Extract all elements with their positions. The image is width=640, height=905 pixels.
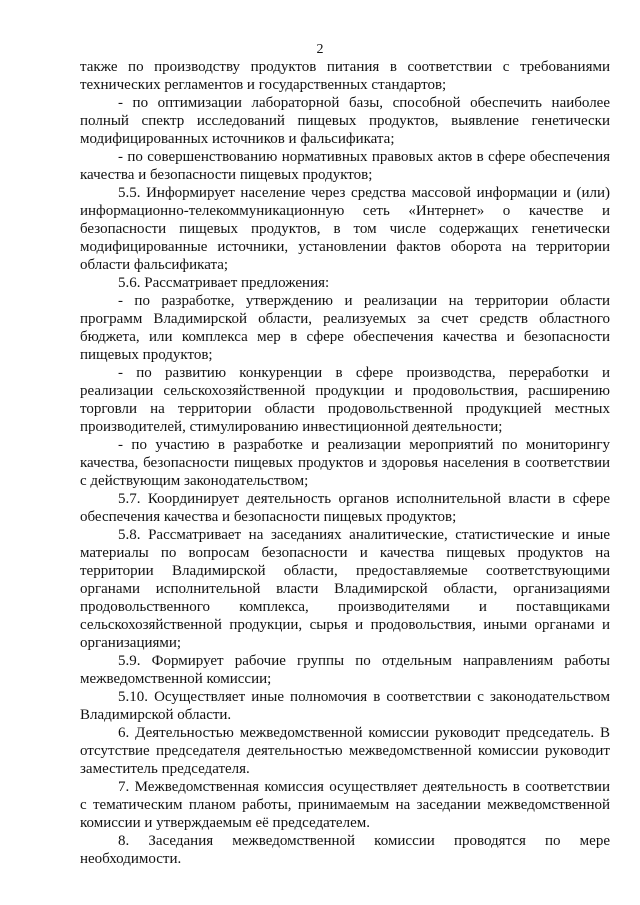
paragraph-programs: - по разработке, утверждению и реализации на территории области программ Владимирской области, реализуемых за счет средств областного бюджета, или комплекса мер в сфере обеспечения качества и безопасности пищевых продуктов; xyxy=(80,293,610,363)
paragraph-5-9: 5.9. Формирует рабочие группы по отдельным направлениям работы межведомственной комиссии; xyxy=(80,653,610,687)
paragraph-lab-base: - по оптимизации лабораторной базы, способной обеспечить наиболее полный спектр исследований пищевых продуктов, выявление генетически модифицированных источников и фальсификата; xyxy=(80,95,610,147)
document-body xyxy=(80,58,610,868)
paragraph-7: 7. Межведомственная комиссия осуществляет деятельность в соответствии с тематическим планом работы, принимаемым на заседании межведомственной комиссии и утверждаемым её председателем. xyxy=(80,779,610,831)
paragraph-5-10: 5.10. Осуществляет иные полномочия в соответствии с законодательством Владимирской области. xyxy=(80,689,610,723)
paragraph-5-7: 5.7. Координирует деятельность органов исполнительной власти в сфере обеспечения качества и безопасности пищевых продуктов; xyxy=(80,491,610,525)
paragraph-6: 6. Деятельностью межведомственной комиссии руководит председатель. В отсутствие председателя деятельностью межведомственной комиссии руководит заместитель председателя. xyxy=(80,725,610,777)
paragraph-continuation: также по производству продуктов питания в соответствии с требованиями технических регламентов и государственных стандартов; xyxy=(80,59,610,93)
paragraph-8: 8. Заседания межведомственной комиссии проводятся по мере необходимости. xyxy=(80,833,610,867)
paragraph-5-8: 5.8. Рассматривает на заседаниях аналитические, статистические и иные материалы по вопросам безопасности и качества пищевых продуктов на территории Владимирской области, предоставляемые соответствующими органами исполнительной власти Владимирской области, организациями продовольственного комплекса, производителями и поставщиками сельскохозяйственной продукции, сырья и продовольствия, иными органами и организациями; xyxy=(80,527,610,651)
paragraph-5-5: 5.5. Информирует население через средства массовой информации и (или) информационно-телекоммуникационную сеть «Интернет» о качестве и безопасности пищевых продуктов, в том числе содержащих генетически модифицированные источники, установлении фактов оборота на территории области фальсификата; xyxy=(80,185,610,273)
paragraph-legal-acts: - по совершенствованию нормативных правовых актов в сфере обеспечения качества и безопасности пищевых продуктов; xyxy=(80,149,610,183)
page-number: 2 xyxy=(316,42,324,57)
paragraph-5-6: 5.6. Рассматривает предложения: xyxy=(118,275,330,291)
paragraph-competition: - по развитию конкуренции в сфере производства, переработки и реализации сельскохозяйственной продукции и продовольствия, расширению торговли на территории области продовольственной продукцией местных производителей, стимулированию инвестиционной деятельности; xyxy=(80,365,610,435)
paragraph-monitoring: - по участию в разработке и реализации мероприятий по мониторингу качества, безопасности пищевых продуктов и здоровья населения в соответствии с действующим законодательством; xyxy=(80,437,610,489)
